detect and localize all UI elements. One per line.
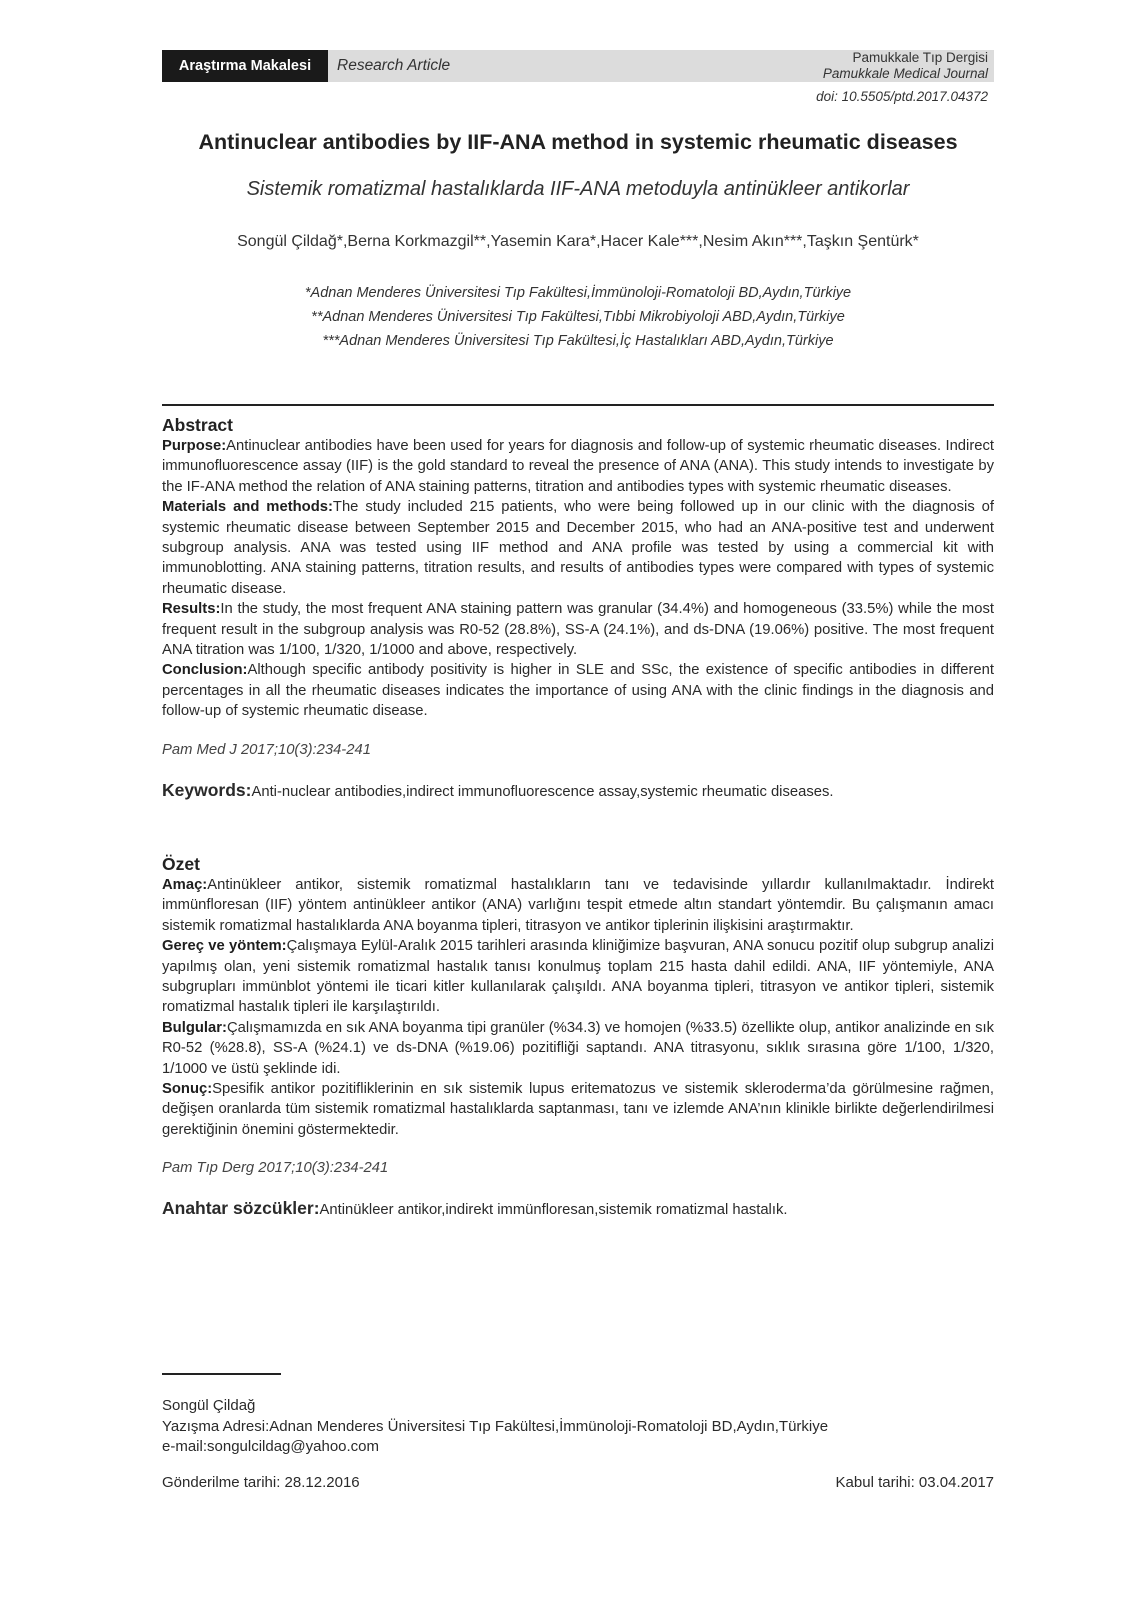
abstract-results xyxy=(162,599,994,660)
ozet-sonuc xyxy=(162,1079,994,1140)
abstract-purpose xyxy=(162,436,994,497)
results-text: In the study, the most frequent ANA staining pattern was granular (34.4%) and homogeneous (33.5%) while the most frequent result in the subgroup analysis was R0-52 (28.8%), SS-A (24.1%), and ds-DNA (19.06%) positive. The most frequent ANA titration was 1/100, 1/320, 1/1000 and above, respectively. xyxy=(162,601,994,659)
article-title: Antinuclear antibodies by IIF-ANA method in systemic rheumatic diseases xyxy=(198,130,958,154)
abstract-citation: Pam Med J 2017;10(3):234-241 xyxy=(162,741,371,758)
purpose-label: Purpose: xyxy=(162,438,227,454)
amac-label: Amaç: xyxy=(162,877,208,893)
ozet-bulgular xyxy=(162,1018,994,1079)
journal-name-en: Pamukkale Medical Journal xyxy=(822,66,988,81)
submitted-date: Gönderilme tarihi: 28.12.2016 xyxy=(162,1474,360,1491)
header-divider xyxy=(162,404,994,406)
ozet-citation: Pam Tıp Derg 2017;10(3):234-241 xyxy=(162,1160,389,1177)
affiliations xyxy=(162,281,994,353)
abstract-section xyxy=(162,414,994,801)
purpose-text: Antinuclear antibodies have been used for years for diagnosis and follow-up of systemic rheumatic diseases. Indirect immunofluorescence assay (IIF) is the gold standard to reveal the presence of ANA (ANA). This study intends to investigate by the IF-ANA method the relation of ANA staining patterns, titration and antibodies types with systemic rheumatic diseases. xyxy=(162,438,994,495)
abstract-methods xyxy=(162,497,994,599)
correspondence xyxy=(162,1396,828,1458)
affiliation-2: **Adnan Menderes Üniversitesi Tıp Fakültesi,Tıbbi Mikrobiyoloji ABD,Aydın,Türkiye xyxy=(311,309,845,325)
abstract-keywords xyxy=(162,780,994,801)
methods-label: Materials and methods: xyxy=(162,499,333,516)
footnote-divider xyxy=(162,1373,281,1375)
author-list: Songül Çildağ*,Berna Korkmazgil**,Yasemin Kara*,Hacer Kale***,Nesim Akın***,Taşkın Şentürk* xyxy=(237,233,919,250)
ozet-keywords xyxy=(162,1198,994,1219)
journal-name xyxy=(823,50,988,82)
keywords-text: Anti-nuclear antibodies,indirect immunofluorescence assay,systemic rheumatic diseases. xyxy=(251,783,834,800)
article-subtitle: Sistemik romatizmal hastalıklarda IIF-ANA metoduyla antinükleer antikorlar xyxy=(246,178,910,200)
keywords-label: Keywords: xyxy=(162,779,252,800)
journal-name-tr: Pamukkale Tıp Dergisi xyxy=(852,50,988,65)
conclusion-text: Although specific antibody positivity is higher in SLE and SSc, the existence of specific antibodies in different percentages in all the rheumatic diseases indicates the importance of using ANA with the clinic findings in the diagnosis and follow-up of systemic rheumatic disease. xyxy=(162,662,994,720)
affiliation-1: *Adnan Menderes Üniversitesi Tıp Fakültesi,İmmünoloji-Romatoloji BD,Aydın,Türkiye xyxy=(304,285,852,301)
bulgular-text: Çalışmamızda en sık ANA boyanma tipi granüler (%34.3) ve homojen (%33.5) özellikte olup, antikor analizinde en sık R0-52 (%28.8), SS-A (%24.1) ve ds-DNA (%19.06) pozitifliği saptandı. ANA titrasyonu, sıklık sırasına göre 1/100, 1/320, 1/1000 ve üstü şeklinde idi. xyxy=(162,1019,994,1077)
yontem-label: Gereç ve yöntem: xyxy=(162,938,287,955)
article-type-tr: Araştırma Makalesi xyxy=(162,50,328,82)
sonuc-label: Sonuç: xyxy=(162,1081,213,1098)
results-label: Results: xyxy=(162,601,221,618)
anahtar-label: Anahtar sözcükler: xyxy=(162,1198,320,1219)
conclusion-label: Conclusion: xyxy=(162,662,248,679)
methods-text: The study included 215 patients, who were being followed up in our clinic with the diagnosis of systemic rheumatic disease between September 2015 and December 2015, who had an ANA-positive test and underwent subgroup analysis. ANA was tested using IIF method and ANA profile was tested by using a commercial kit with immunoblotting. ANA staining patterns, titration results, and results of antibodies types were compared with types of systemic rheumatic disease. xyxy=(162,499,995,597)
affiliation-3: ***Adnan Menderes Üniversitesi Tıp Fakültesi,İç Hastalıkları ABD,Aydın,Türkiye xyxy=(322,333,834,349)
article-type-en: Research Article xyxy=(337,57,451,74)
correspondence-address: Yazışma Adresi:Adnan Menderes Üniversitesi Tıp Fakültesi,İmmünoloji-Romatoloji BD,Aydın,Türkiye xyxy=(162,1417,829,1435)
sonuc-text: Spesifik antikor pozitifliklerinin en sık sistemik lupus eritematozus ve sistemik skleroderma’da görülmesine rağmen, değişen oranlarda tüm sistemik romatizmal hastalıklarda saptanması, tanı ve izlemde ANA’nın klinikle birlikte değerlendirilmesi gerektiğinin önemini göstermektedir. xyxy=(162,1081,994,1138)
article-page xyxy=(162,0,994,1600)
anahtar-text: Antinükleer antikor,indirekt immünfloresan,sistemik romatizmal hastalık. xyxy=(319,1202,788,1219)
accepted-date: Kabul tarihi: 03.04.2017 xyxy=(835,1474,994,1491)
abstract-heading: Abstract xyxy=(162,415,233,435)
amac-text: Antinükleer antikor, sistemik romatizmal hastalıkların tanı ve tedavisinde yıllardır kullanılmaktadır. İndirekt immünfloresan (IIF) yöntem antinükleer antikor (ANA) varlığını tespit etmede altın standart yöntemdir. Bu çalışmanın amacı sistemik romatizmal hastalıklarda ANA boyanma tipleri, titrasyon ve antikor tiplerinin ilişkisini araştırmaktır. xyxy=(162,877,994,934)
ozet-yontem xyxy=(162,936,994,1018)
abstract-conclusion xyxy=(162,660,994,721)
doi[interactable]: doi: 10.5505/ptd.2017.04372 xyxy=(816,89,988,104)
ozet-section xyxy=(162,853,994,1219)
ozet-amac xyxy=(162,875,994,936)
ozet-heading: Özet xyxy=(162,854,200,874)
correspondence-name: Songül Çildağ xyxy=(162,1397,256,1414)
yontem-text: Çalışmaya Eylül-Aralık 2015 tarihleri arasında kliniğimize başvuran, ANA sonucu pozitif olup subgrup analizi yapılmış olan, yeni sistemik romatizmal hastalık tanısı konulmuş toplam 215 hasta dahil edildi. ANA, IIF yöntemiyle, ANA subgrupları immünblot yöntemi ile ticari kitler kullanılarak çalışıldı. ANA boyanma tipleri, titrasyon ve antikor tipleri, sistemik romatizmal hastalık tipleri ile karşılaştırıldı. xyxy=(162,938,994,1016)
bulgular-label: Bulgular: xyxy=(162,1019,227,1036)
journal-header-bar xyxy=(162,50,994,82)
correspondence-email[interactable]: e-mail:songulcildag@yahoo.com xyxy=(162,1438,380,1455)
